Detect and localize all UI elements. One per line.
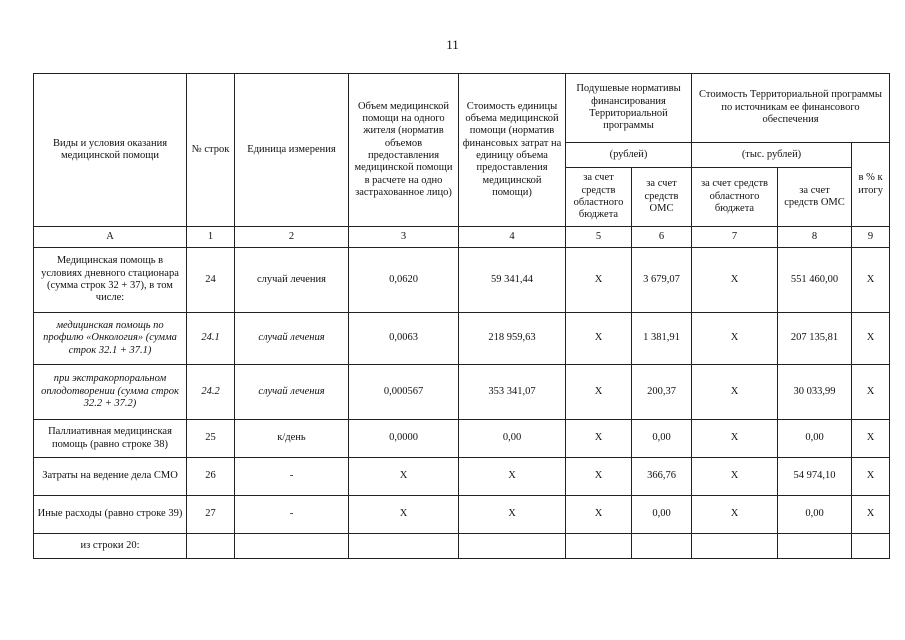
header-row-1	[34, 74, 890, 143]
table-row	[34, 248, 890, 313]
row-description: Паллиативная медицинская помощь (равно строке 38)	[34, 420, 187, 458]
row-description: Медицинская помощь в условиях дневного стационара (сумма строк 32 + 37), в том числе:	[34, 248, 187, 313]
row-oms-per-capita: 3 679,07	[632, 248, 692, 313]
header-rubles: (рублей)	[566, 143, 692, 168]
row-volume: 0,0000	[349, 420, 459, 458]
column-index: 2	[235, 227, 349, 248]
row-description: Иные расходы (равно строке 39)	[34, 496, 187, 534]
row-oms-per-capita: 366,76	[632, 458, 692, 496]
empty-cell	[692, 534, 778, 559]
header-row-number: № строк	[187, 74, 235, 227]
empty-cell	[349, 534, 459, 559]
row-unit: к/день	[235, 420, 349, 458]
empty-cell	[235, 534, 349, 559]
page-number: 11	[446, 37, 459, 52]
column-index: 4	[459, 227, 566, 248]
column-index: 8	[778, 227, 852, 248]
row-budget-cost: X	[692, 365, 778, 420]
column-index: 1	[187, 227, 235, 248]
program-cost-table	[33, 73, 890, 559]
row-oms-cost: 551 460,00	[778, 248, 852, 313]
row-budget-cost: X	[692, 420, 778, 458]
header-thousand-rubles: (тыс. рублей)	[692, 143, 852, 168]
empty-cell	[566, 534, 632, 559]
row-oms-cost: 207 135,81	[778, 313, 852, 365]
header-oms-6: за счет средств ОМС	[632, 168, 692, 227]
row-percent: X	[852, 248, 890, 313]
row-volume: 0,0620	[349, 248, 459, 313]
header-volume-per-capita: Объем медицинской помощи на одного жителя (норматив объемов предоставления медицинской помощи в расчете на одно застрахованное лицо)	[349, 74, 459, 227]
row-description: из строки 20:	[34, 534, 187, 559]
row-percent: X	[852, 313, 890, 365]
row-percent: X	[852, 365, 890, 420]
row-budget-per-capita: X	[566, 248, 632, 313]
table-row	[34, 313, 890, 365]
row-unit-cost: 353 341,07	[459, 365, 566, 420]
row-number: 27	[187, 496, 235, 534]
table-row	[34, 420, 890, 458]
empty-cell	[852, 534, 890, 559]
row-unit: случай лечения	[235, 313, 349, 365]
row-budget-per-capita: X	[566, 496, 632, 534]
row-budget-per-capita: X	[566, 365, 632, 420]
row-unit: случай лечения	[235, 248, 349, 313]
row-percent: X	[852, 420, 890, 458]
header-unit: Единица измерения	[235, 74, 349, 227]
row-unit-cost: 59 341,44	[459, 248, 566, 313]
table-row	[34, 496, 890, 534]
column-index: 3	[349, 227, 459, 248]
column-index-row	[34, 227, 890, 248]
row-oms-cost: 0,00	[778, 420, 852, 458]
header-kinds-conditions: Виды и условия оказания медицинской помощи	[34, 74, 187, 227]
row-oms-per-capita: 0,00	[632, 420, 692, 458]
table-row	[34, 365, 890, 420]
table-row-from-row-20	[34, 534, 890, 559]
column-index: 6	[632, 227, 692, 248]
row-number: 25	[187, 420, 235, 458]
row-budget-cost: X	[692, 313, 778, 365]
row-number: 24.2	[187, 365, 235, 420]
row-budget-per-capita: X	[566, 420, 632, 458]
empty-cell	[632, 534, 692, 559]
header-oms-8: за счет средств ОМС	[778, 168, 852, 227]
row-number: 24.1	[187, 313, 235, 365]
header-regional-budget-5: за счет средств областного бюджета	[566, 168, 632, 227]
row-description: Затраты на ведение дела СМО	[34, 458, 187, 496]
row-unit-cost: X	[459, 458, 566, 496]
row-unit-cost: 0,00	[459, 420, 566, 458]
row-budget-cost: X	[692, 248, 778, 313]
column-index: 7	[692, 227, 778, 248]
row-number: 26	[187, 458, 235, 496]
row-description: при экстракорпоральном оплодотворении (сумма строк 32.2 + 37.2)	[34, 365, 187, 420]
row-oms-cost: 0,00	[778, 496, 852, 534]
row-unit: -	[235, 496, 349, 534]
row-budget-per-capita: X	[566, 313, 632, 365]
header-program-cost: Стоимость Территориальной программы по источникам ее финансового обеспечения	[692, 74, 890, 143]
row-budget-per-capita: X	[566, 458, 632, 496]
row-number: 24	[187, 248, 235, 313]
row-volume: X	[349, 496, 459, 534]
row-volume: 0,000567	[349, 365, 459, 420]
column-index: 5	[566, 227, 632, 248]
row-budget-cost: X	[692, 458, 778, 496]
row-percent: X	[852, 496, 890, 534]
header-percent-total: в % к итогу	[852, 143, 890, 227]
row-unit: -	[235, 458, 349, 496]
row-oms-cost: 30 033,99	[778, 365, 852, 420]
row-budget-cost: X	[692, 496, 778, 534]
row-unit-cost: X	[459, 496, 566, 534]
column-index: 9	[852, 227, 890, 248]
header-regional-budget-7: за счет средств областного бюджета	[692, 168, 778, 227]
column-index: А	[34, 227, 187, 248]
row-oms-per-capita: 0,00	[632, 496, 692, 534]
row-oms-cost: 54 974,10	[778, 458, 852, 496]
empty-cell	[459, 534, 566, 559]
row-volume: X	[349, 458, 459, 496]
row-oms-per-capita: 1 381,91	[632, 313, 692, 365]
row-unit: случай лечения	[235, 365, 349, 420]
row-percent: X	[852, 458, 890, 496]
header-per-capita-norms: Подушевые нормативы финансирования Территориальной программы	[566, 74, 692, 143]
empty-cell	[187, 534, 235, 559]
row-volume: 0,0063	[349, 313, 459, 365]
row-unit-cost: 218 959,63	[459, 313, 566, 365]
table-row	[34, 458, 890, 496]
header-unit-cost: Стоимость единицы объема медицинской помощи (норматив финансовых затрат на единицу объема предоставления медицинской помощи)	[459, 74, 566, 227]
row-description: медицинская помощь по профилю «Онкология» (сумма строк 32.1 + 37.1)	[34, 313, 187, 365]
empty-cell	[778, 534, 852, 559]
row-oms-per-capita: 200,37	[632, 365, 692, 420]
